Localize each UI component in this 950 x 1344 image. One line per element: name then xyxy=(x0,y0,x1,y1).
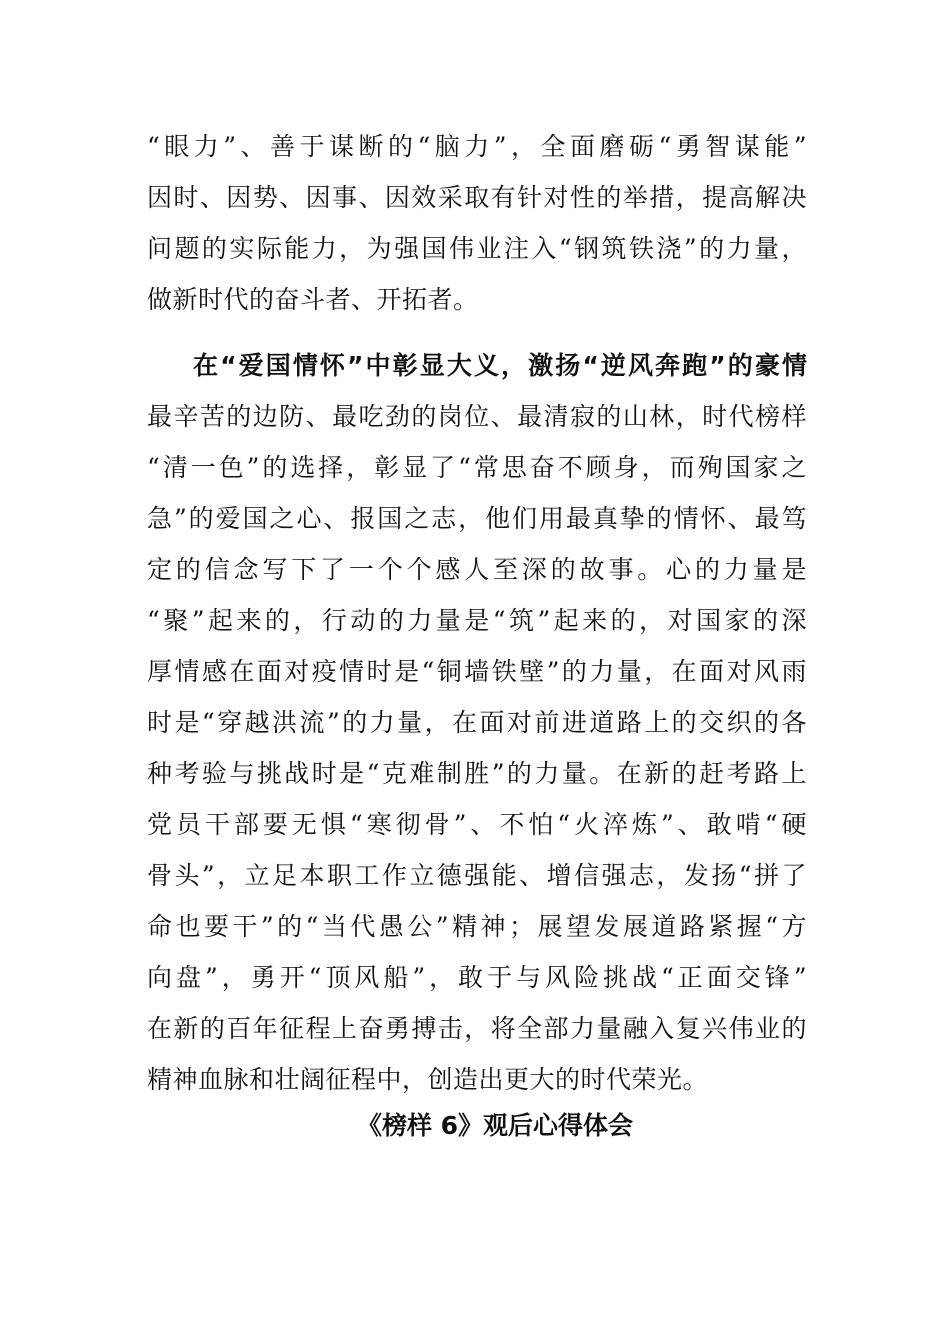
paragraph-2 xyxy=(147,391,807,1105)
paragraph-line: 党员干部要无惧“寒彻骨”、不怕“火淬炼”、敢啃“硬 xyxy=(147,810,807,839)
paragraph-line: 种考验与挑战时是“克难制胜”的力量。在新的赶考路上 xyxy=(147,759,807,788)
paragraph-line: 急”的爱国之心、报国之志，他们用最真挚的情怀、最笃 xyxy=(147,504,807,533)
document-title: 《榜样 6》观后心得体会 xyxy=(356,1111,634,1140)
paragraph-line: 最辛苦的边防、最吃劲的岗位、最清寂的山林，时代榜样 xyxy=(147,402,807,431)
paragraph-line: 时是“穿越洪流”的力量，在面对前进道路上的交织的各 xyxy=(147,708,807,737)
paragraph-line: “清一色”的选择，彰显了“常思奋不顾身，而殉国家之 xyxy=(147,453,807,482)
paragraph-line: 在新的百年征程上奋勇搏击，将全部力量融入复兴伟业的 xyxy=(147,1014,807,1043)
paragraph-line: “眼力”、善于谋断的“脑力”，全面磨砺“勇智谋能” xyxy=(147,132,807,161)
paragraph-line: 问题的实际能力，为强国伟业注入“钢筑铁浇”的力量， xyxy=(147,234,807,263)
paragraph-line: 定的信念写下了一个个感人至深的故事。心的力量是 xyxy=(147,555,807,584)
paragraph-line: “聚”起来的，行动的力量是“筑”起来的，对国家的深 xyxy=(147,606,807,635)
paragraph-line: 精神血脉和壮阔征程中，创造出更大的时代荣光。 xyxy=(147,1065,709,1094)
paragraph-line: 骨头”，立足本职工作立德强能、增信强志，发扬“拼了 xyxy=(147,861,807,890)
paragraph-line: 命也要干”的“当代愚公”精神；展望发展道路紧握“方 xyxy=(147,912,807,941)
section-heading: 在“爱国情怀”中彰显大义，激扬“逆风奔跑”的豪情 xyxy=(193,351,807,380)
paragraph-line: 因时、因势、因事、因效采取有针对性的举措，提高解决 xyxy=(147,183,807,212)
paragraph-1 xyxy=(147,121,807,325)
paragraph-line: 做新时代的奋斗者、开拓者。 xyxy=(147,285,479,314)
paragraph-line: 向盘”，勇开“顶风船”，敢于与风险挑战“正面交锋” xyxy=(147,963,807,992)
paragraph-line: 厚情感在面对疫情时是“铜墙铁壁”的力量，在面对风雨 xyxy=(147,657,807,686)
